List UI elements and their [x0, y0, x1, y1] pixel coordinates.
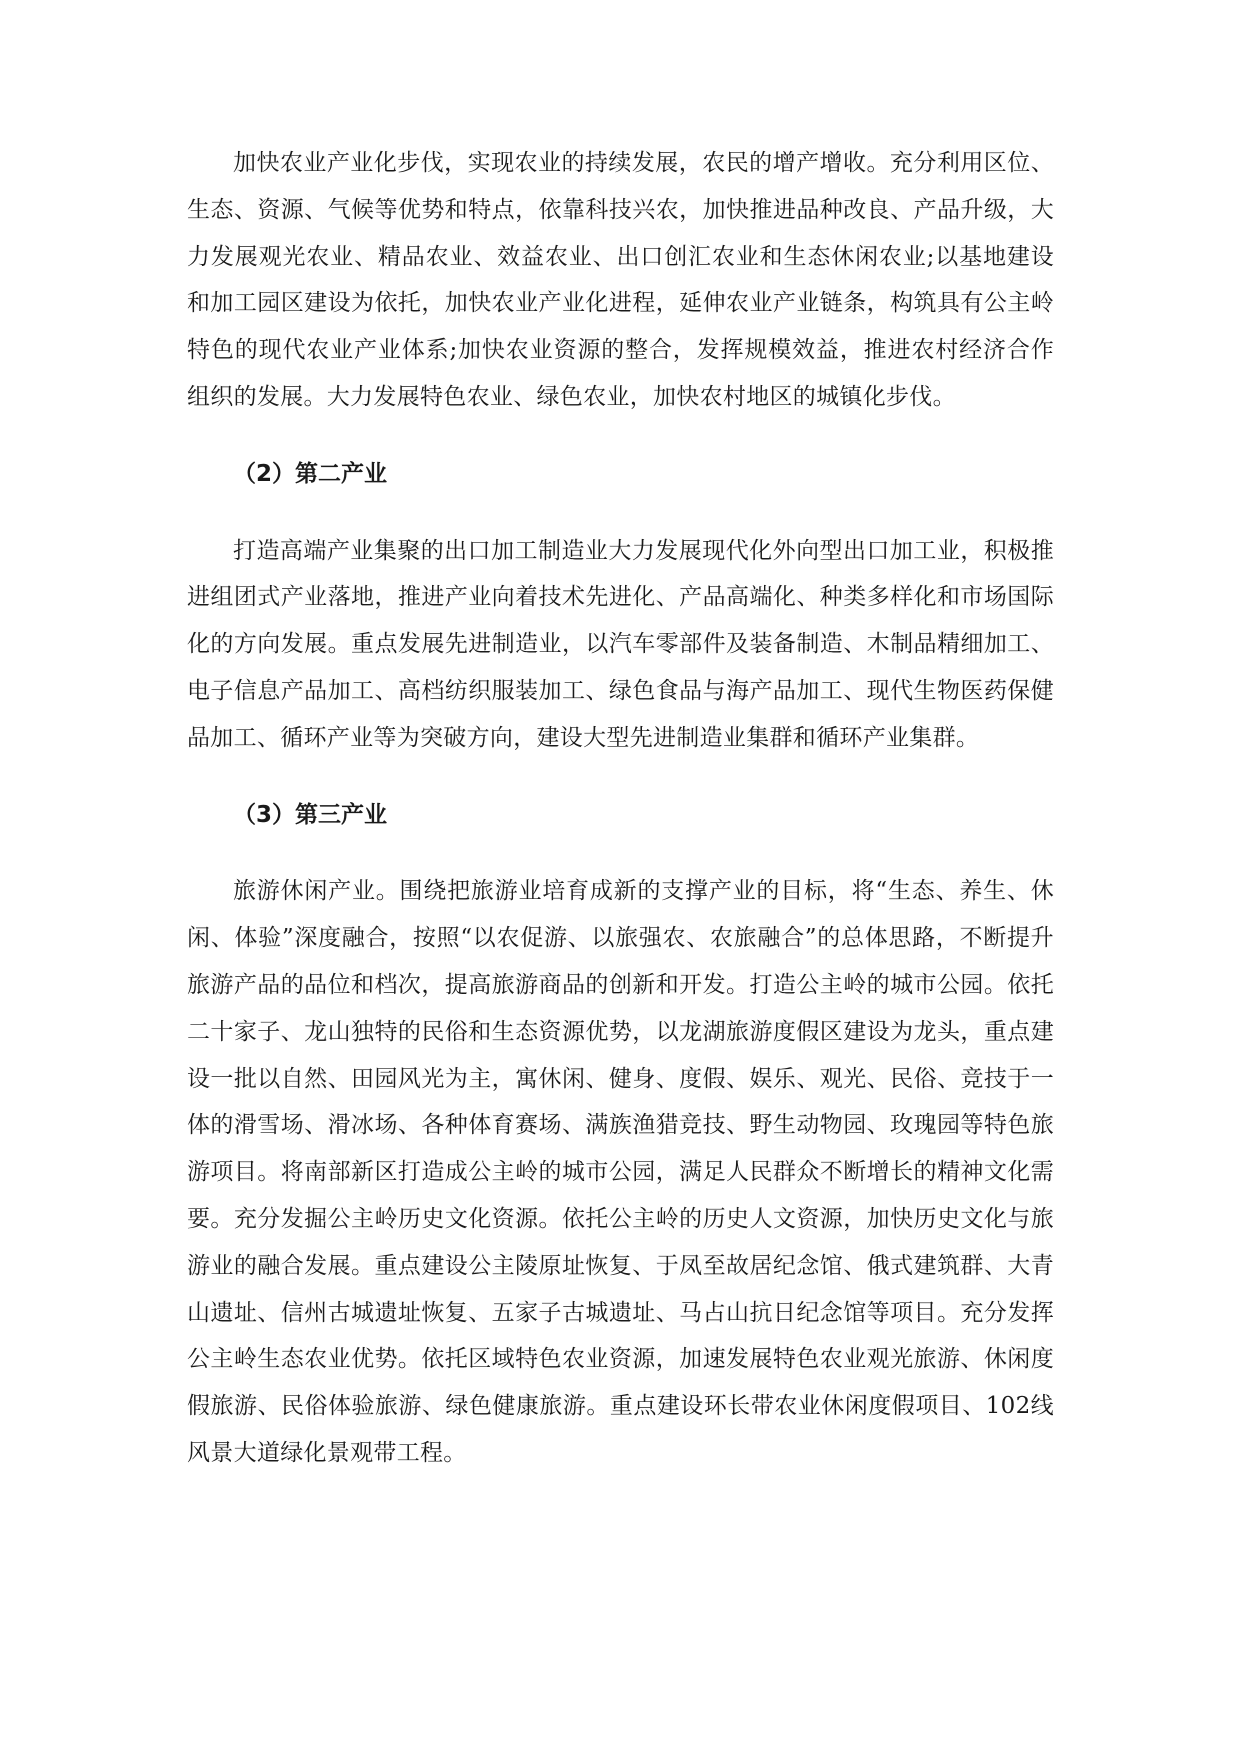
paragraph-tertiary-industry: 旅游休闲产业。围绕把旅游业培育成新的支撑产业的目标，将“生态、养生、休闲、体验”深度融合，按照“以农促游、以旅强农、农旅融合”的总体思路，不断提升旅游产品的品位和档次，提高旅游商品的创新和开发。打造公主岭的城市公园。依托二十家子、龙山独特的民俗和生态资源优势，以龙湖旅游度假区建设为龙头，重点建设一批以自然、田园风光为主，寓休闲、健身、度假、娱乐、观光、民俗、竞技于一体的滑雪场、滑冰场、各种体育赛场、满族渔猎竞技、野生动物园、玫瑰园等特色旅游项目。将南部新区打造成公主岭的城市公园，满足人民群众不断增长的精神文化需要。充分发掘公主岭历史文化资源。依托公主岭的历史人文资源，加快历史文化与旅游业的融合发展。重点建设公主陵原址恢复、于凤至故居纪念馆、俄式建筑群、大青山遗址、信州古城遗址恢复、五家子古城遗址、马占山抗日纪念馆等项目。充分发挥公主岭生态农业优势。依托区域特色农业资源，加速发展特色农业观光旅游、休闲度假旅游、民俗体验旅游、绿色健康旅游。重点建设环长带农业休闲度假项目、102线风景大道绿化景观带工程。 [187, 878, 1054, 1466]
heading-secondary-industry: （2）第二产业 [233, 460, 388, 487]
paragraph-agriculture: 加快农业产业化步伐，实现农业的持续发展，农民的增产增收。充分利用区位、生态、资源、气候等优势和特点，依靠科技兴农，加快推进品种改良、产品升级，大力发展观光农业、精品农业、效益农业、出口创汇农业和生态休闲农业;以基地建设和加工园区建设为依托，加快农业产业化进程，延伸农业产业链条，构筑具有公主岭特色的现代农业产业体系;加快农业资源的整合，发挥规模效益，推进农村经济合作组织的发展。大力发展特色农业、绿色农业，加快农村地区的城镇化步伐。 [187, 150, 1054, 410]
paragraph-secondary-industry: 打造高端产业集聚的出口加工制造业大力发展现代化外向型出口加工业，积极推进组团式产业落地，推进产业向着技术先进化、产品高端化、种类多样化和市场国际化的方向发展。重点发展先进制造业，以汽车零部件及装备制造、木制品精细加工、电子信息产品加工、高档纺织服装加工、绿色食品与海产品加工、现代生物医药保健品加工、循环产业等为突破方向，建设大型先进制造业集群和循环产业集群。 [187, 537, 1054, 751]
document-page [187, 140, 1054, 1477]
heading-tertiary-industry: （3）第三产业 [233, 801, 388, 828]
